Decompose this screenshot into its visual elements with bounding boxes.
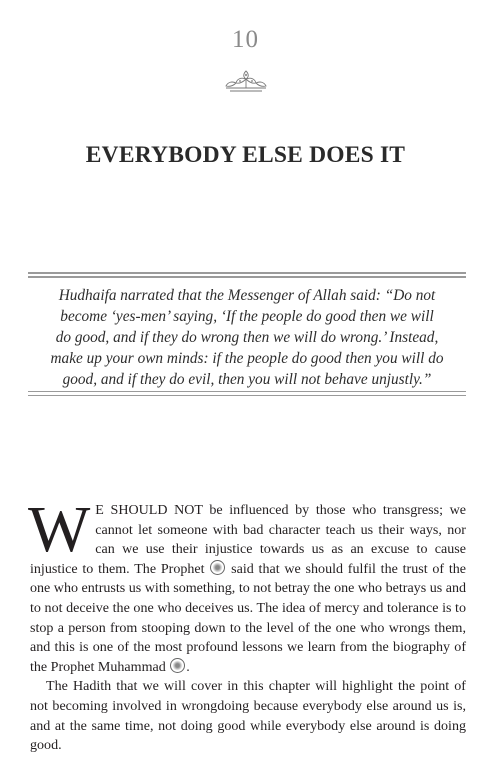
quote-bottom-rule-inner <box>28 391 466 393</box>
salawat-symbol-icon <box>210 560 225 575</box>
body-paragraph <box>28 493 467 677</box>
quote-top-rule <box>28 272 466 274</box>
quote-bottom-rule <box>28 395 466 397</box>
paragraph-text: E SHOULD NOT be influenced by those who transgress; we cannot let someone with bad character teach us their ways, nor can we use their injustice towards us as an excuse to cause injustice to them. The Prophet <box>30 502 466 577</box>
salawat-symbol-icon <box>170 658 185 673</box>
quote-line: Hudhaifa narrated that the Messenger of Allah said: “Do not <box>58 287 436 304</box>
floral-ornament-icon <box>222 68 270 94</box>
quote-line: make up your own minds: if the people do good then you will do <box>50 350 444 367</box>
chapter-title: EVERYBODY ELSE DOES IT <box>85 142 406 168</box>
chapter-number: 10 <box>232 26 259 53</box>
paragraph-text: . <box>186 658 190 675</box>
hadith-quote-box <box>28 272 466 396</box>
chapter-body <box>28 493 467 756</box>
quote-line: do good, and if they do wrong then we will do wrong.’ Instead, <box>55 329 439 346</box>
quote-line: good, and if they do evil, then you will not behave unjustly.” <box>62 371 432 388</box>
quote-line: become ‘yes-men’ saying, ‘If the people do good then we will <box>60 308 434 325</box>
drop-cap: W <box>28 493 91 566</box>
hadith-quote <box>28 285 466 390</box>
body-paragraph: The Hadith that we will cover in this chapter will highlight the point of not becoming involved in wrongdoing because everybody else around us is, and at the same time, not doing good while everybody else around is doing good. <box>30 678 466 754</box>
paragraph-text: said that we should fulfil the trust of the one who entrusts us with something, to not betray the one who betrays us and to not deceive the one who deceives us. The idea of mercy and tolerance is to stop a person from stooping down to the level of the one who wrongs them, and this is one of the most profound lessons we learn from the biography of the Prophet Muhammad <box>30 560 467 675</box>
quote-top-rule-inner <box>28 276 466 278</box>
